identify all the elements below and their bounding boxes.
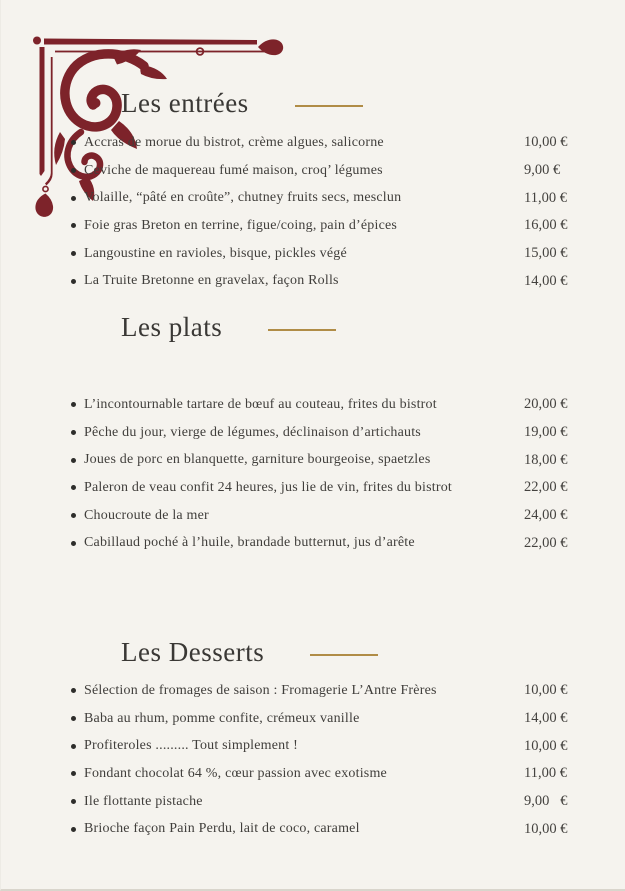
dish-price: 22,00 € bbox=[524, 479, 568, 496]
bullet-icon bbox=[71, 513, 76, 518]
bullet-icon bbox=[71, 827, 76, 832]
dish-price: 10,00 € bbox=[524, 737, 568, 754]
menu-item bbox=[1, 157, 625, 185]
dish-price: 15,00 € bbox=[524, 245, 568, 262]
section-title-desserts bbox=[121, 634, 378, 670]
heading-rule bbox=[310, 654, 378, 656]
heading-rule bbox=[295, 105, 363, 107]
menu-item bbox=[1, 815, 625, 843]
bullet-icon bbox=[71, 458, 76, 463]
menu-item bbox=[1, 391, 625, 419]
dish-price: 11,00 € bbox=[524, 189, 567, 206]
dish-name: Cabillaud poché à l’huile, brandade butternut, jus d’arête bbox=[84, 535, 415, 551]
dish-price: 9,00 € bbox=[524, 162, 561, 179]
dish-price: 24,00 € bbox=[524, 507, 568, 524]
dish-price: 10,00 € bbox=[524, 134, 568, 151]
menu-item bbox=[1, 705, 625, 733]
bullet-icon bbox=[71, 744, 76, 749]
bullet-icon bbox=[71, 168, 76, 173]
bullet-icon bbox=[71, 196, 76, 201]
section-title-text: Les plats bbox=[121, 311, 223, 342]
menu-item bbox=[1, 184, 625, 212]
dish-price: 10,00 € bbox=[524, 682, 568, 699]
section-title-text: Les entrées bbox=[121, 87, 249, 118]
bullet-icon bbox=[71, 430, 76, 435]
section-title-text: Les Desserts bbox=[121, 636, 265, 667]
bullet-icon bbox=[71, 771, 76, 776]
dish-name: Pêche du jour, vierge de légumes, déclinaison d’artichauts bbox=[84, 424, 421, 440]
menu-item bbox=[1, 502, 625, 530]
bullet-icon bbox=[71, 140, 76, 145]
menu-item bbox=[1, 474, 625, 502]
dish-name: Profiteroles ......... Tout simplement ! bbox=[84, 738, 299, 754]
menu-item bbox=[1, 212, 625, 240]
dish-price: 16,00 € bbox=[524, 217, 568, 234]
menu-item bbox=[1, 529, 625, 557]
menu-item bbox=[1, 677, 625, 705]
dish-name: Choucroute de la mer bbox=[84, 507, 209, 523]
menu-item bbox=[1, 419, 625, 447]
dish-name: Fondant chocolat 64 %, cœur passion avec exotisme bbox=[84, 765, 387, 781]
section-title-plats bbox=[121, 309, 336, 345]
dish-name: Langoustine en ravioles, bisque, pickles végé bbox=[84, 245, 347, 261]
menu-item bbox=[1, 267, 625, 295]
dish-name: Foie gras Breton en terrine, figue/coing, pain d’épices bbox=[84, 217, 398, 233]
dish-name: Accras de morue du bistrot, crème algues, salicorne bbox=[84, 134, 384, 150]
bullet-icon bbox=[71, 716, 76, 721]
dish-price: 14,00 € bbox=[524, 710, 568, 727]
bullet-icon bbox=[71, 688, 76, 693]
dish-price: 19,00 € bbox=[524, 424, 568, 441]
bullet-icon bbox=[71, 541, 76, 546]
menu-item bbox=[1, 788, 625, 816]
dish-name: Paleron de veau confit 24 heures, jus lie de vin, frites du bistrot bbox=[84, 479, 452, 495]
dish-price: 18,00 € bbox=[524, 451, 568, 468]
bullet-icon bbox=[71, 251, 76, 256]
dish-price: 11,00 € bbox=[524, 765, 567, 782]
entrees-list bbox=[1, 129, 625, 295]
dish-name: Ceviche de maquereau fumé maison, croq’ légumes bbox=[84, 162, 383, 178]
heading-rule bbox=[268, 329, 336, 331]
dish-name: L’incontournable tartare de bœuf au couteau, frites du bistrot bbox=[84, 396, 437, 412]
dish-name: Joues de porc en blanquette, garniture bourgeoise, spaetzles bbox=[84, 452, 431, 468]
dish-price: 14,00 € bbox=[524, 272, 568, 289]
dish-name: Volaille, “pâté en croûte”, chutney fruits secs, mesclun bbox=[84, 190, 402, 206]
menu-item bbox=[1, 446, 625, 474]
dish-name: Ile flottante pistache bbox=[84, 793, 203, 809]
menu-item bbox=[1, 129, 625, 157]
dish-name: Baba au rhum, pomme confite, crémeux vanille bbox=[84, 710, 360, 726]
menu-item bbox=[1, 732, 625, 760]
dish-price: 22,00 € bbox=[524, 534, 568, 551]
plats-list bbox=[1, 391, 625, 557]
section-title-entrees bbox=[121, 85, 363, 121]
bullet-icon bbox=[71, 402, 76, 407]
bullet-icon bbox=[71, 279, 76, 284]
dish-price: 9,00 € bbox=[524, 793, 568, 810]
dish-name: Sélection de fromages de saison : Fromagerie L’Antre Frères bbox=[84, 682, 437, 698]
dish-price: 20,00 € bbox=[524, 396, 568, 413]
dish-price: 10,00 € bbox=[524, 820, 568, 837]
bullet-icon bbox=[71, 799, 76, 804]
bullet-icon bbox=[71, 223, 76, 228]
dish-name: Brioche façon Pain Perdu, lait de coco, caramel bbox=[84, 821, 360, 837]
dish-name: La Truite Bretonne en gravelax, façon Rolls bbox=[84, 273, 339, 289]
menu-item bbox=[1, 760, 625, 788]
menu-item bbox=[1, 240, 625, 268]
bullet-icon bbox=[71, 485, 76, 490]
desserts-list bbox=[1, 677, 625, 843]
